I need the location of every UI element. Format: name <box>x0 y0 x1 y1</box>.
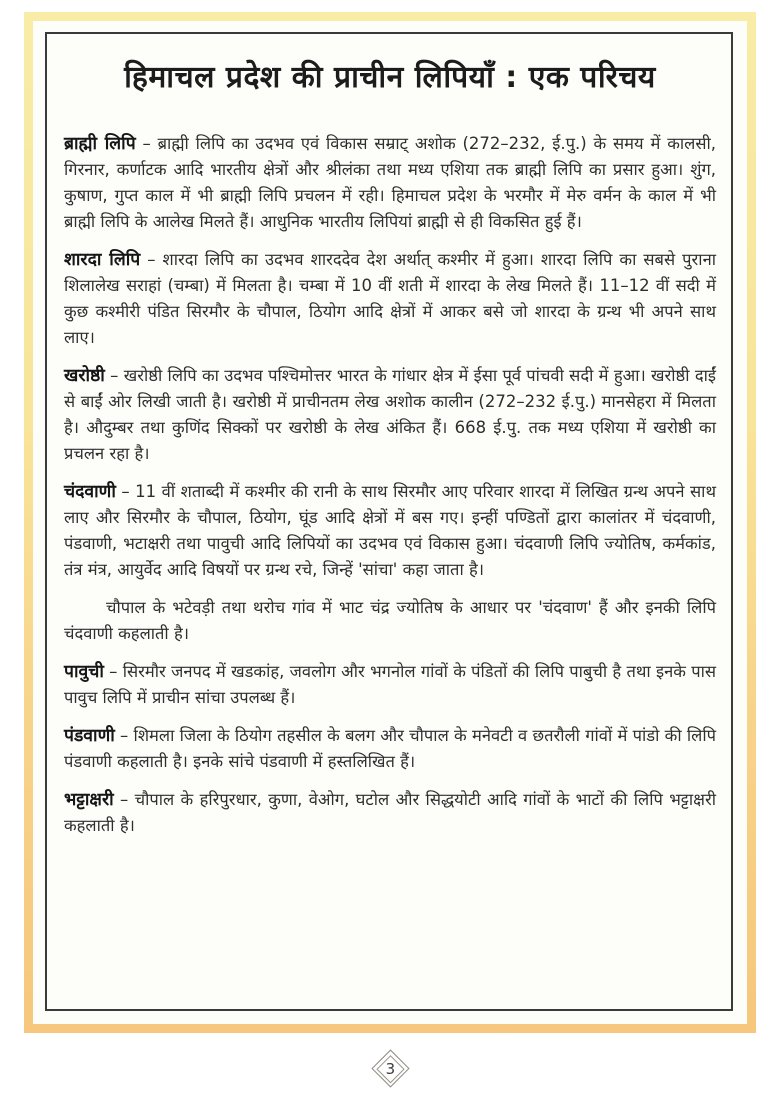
paragraph-text-bhattakshari: – चौपाल के हरिपुरधार, कुणा, वेओग, घटोल और सिद्धयोटी आदि गांवों के भाटों की लिपि भट्टाक्षरी कहलाती है। <box>64 789 716 835</box>
page-number-diamond <box>371 1049 409 1087</box>
inner-black-border <box>45 32 733 1011</box>
paragraph-text-chandvani-continued: चौपाल के भटेवड़ी तथा थरोच गांव में भाट चंद्र ज्योतिष के आधार पर 'चंदवाण' हैं और इनकी लिपि चंदवाणी कहलाती है। <box>64 597 716 643</box>
script-name-heading-pavuchi: पावुची <box>64 661 104 682</box>
paragraph-text-brahmi: – ब्राह्मी लिपि का उदभव एवं विकास सम्राट् अशोक (272–232, ई.पु.) के समय में कालसी, गिरनार, कर्णाटक आदि भारतीय क्षेत्रों और श्रीलंका तथा मध्य एशिया तक ब्राह्मी लिपि का प्रसार हुआ। शुंग, कुषाण, गुप्त काल में भी ब्राह्मी लिपि प्रचलन में रही। हिमाचल प्रदेश के भरमौर में मेरु वर्मन के काल में भी ब्राह्मी लिपि के आलेख मिलते हैं। आधुनिक भारतीय लिपियां ब्राह्मी से ही विकसित हुई हैं। <box>64 133 716 231</box>
paragraph-brahmi <box>64 131 716 235</box>
paragraph-pandvani <box>64 723 716 775</box>
page-inner-area <box>33 21 747 1024</box>
paragraph-sharada <box>64 247 716 351</box>
page-number: 3 <box>385 1059 395 1078</box>
paragraph-chandvani-continued <box>64 595 716 647</box>
paragraph-bhattakshari <box>64 787 716 839</box>
paragraph-text-pandvani: – शिमला जिला के ठियोग तहसील के बलग और चौपाल के मनेवटी व छतरौली गांवों में पांडो की लिपि पंडवाणी कहलाती है। इनके सांचे पंडवाणी में हस्तलिखित हैं। <box>64 725 716 771</box>
paragraph-chandvani <box>64 479 716 583</box>
paragraph-text-pavuchi: – सिरमौर जनपद में खडकांह, जवलोग और भगनोल गांवों के पंडितों की लिपि पाबुची है तथा इनके पास पावुच लिपि में प्राचीन सांचा उपलब्ध हैं। <box>64 661 717 707</box>
page-number-footer <box>0 1055 780 1082</box>
script-name-heading-brahmi: ब्राह्मी लिपि <box>64 133 136 154</box>
paragraph-text-kharoshthi: – खरोष्ठी लिपि का उदभव पश्चिमोत्तर भारत के गांधार क्षेत्र में ईसा पूर्व पांचवी सदी में हुआ। खरोष्ठी दाईं से बाईं ओर लिखी जाती है। खरोष्ठी में प्राचीनतम लेख अशोक कालीन (272–232 ई.पु.) मानसेहरा में मिलता है। औदुम्बर तथा कुणिंद सिक्कों पर खरोष्ठी के लेख अंकित हैं। 668 ई.पु. तक मध्य एशिया में खरोष्ठी का प्रचलन रहा है। <box>64 365 716 463</box>
script-name-heading-sharada: शारदा लिपि <box>64 249 141 270</box>
script-name-heading-kharoshthi: खरोष्ठी <box>64 365 105 386</box>
paragraph-text-chandvani: – 11 वीं शताब्दी में कश्मीर की रानी के साथ सिरमौर आए परिवार शारदा में लिखित ग्रन्थ अपने साथ लाए और सिरमौर के चौपाल, ठियोग, घूंड आदि क्षेत्रों में बस गए। इन्हीं पण्डितों द्वारा कालांतर में चंदवाणी, पंडवाणी, भटाक्षरी तथा पावुची आदि लिपियों का उदभव एवं विकास हुआ। चंदवाणी लिपि ज्योतिष, कर्मकांड, तंत्र मंत्र, आयुर्वेद आदि विषयों पर ग्रन्थ रचे, जिन्हें 'सांचा' कहा जाता है। <box>64 481 716 579</box>
paragraph-kharoshthi <box>64 363 716 467</box>
script-name-heading-bhattakshari: भट्टाक्षरी <box>64 789 114 810</box>
paragraph-text-sharada: – शारदा लिपि का उदभव शारददेव देश अर्थात् कश्मीर में हुआ। शारदा लिपि का सबसे पुराना शिलालेख सराहां (चम्बा) में मिलता है। चम्बा में 10 वीं शती में शारदा के लेख मिलते हैं। 11–12 वीं सदी में कुछ कश्मीरी पंडित सिरमौर के चौपाल, ठियोग आदि क्षेत्रों में आकर बसे जो शारदा के ग्रन्थ भी अपने साथ लाए। <box>64 249 716 347</box>
script-name-heading-chandvani: चंदवाणी <box>64 481 116 502</box>
script-name-heading-pandvani: पंडवाणी <box>64 725 115 746</box>
page-number-diamond-inner <box>376 1054 404 1082</box>
page-title: हिमाचल प्रदेश की प्राचीन लिपियाँ : एक परिचय <box>124 60 656 95</box>
gold-border-frame <box>24 12 756 1033</box>
paragraph-pavuchi <box>64 659 716 711</box>
page-content <box>64 58 716 999</box>
